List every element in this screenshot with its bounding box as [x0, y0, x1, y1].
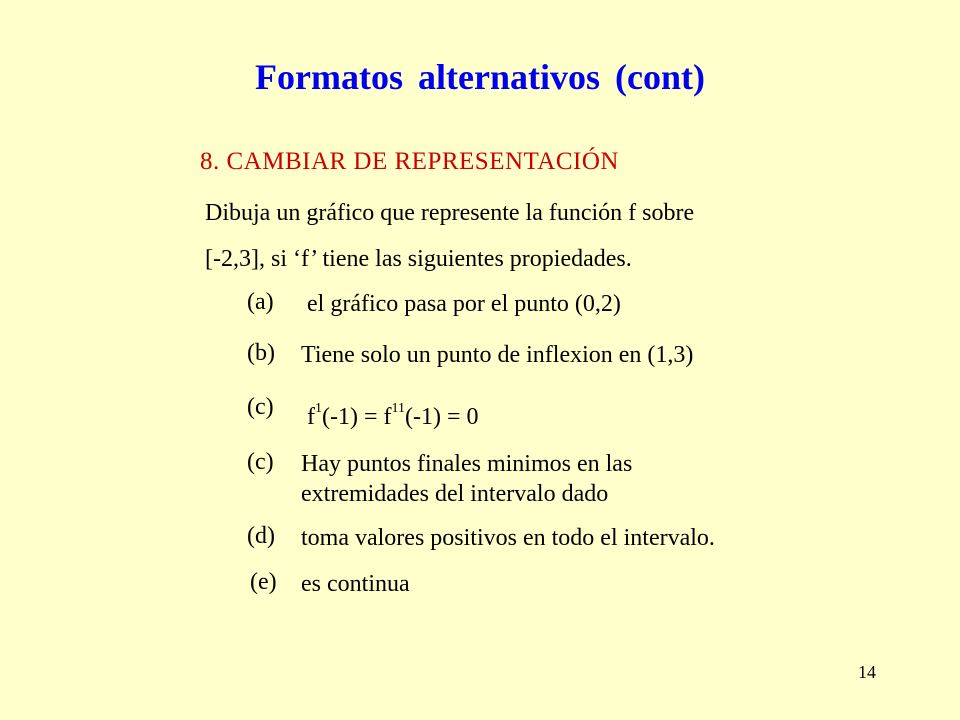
item-text-line: Hay puntos finales minimos en las — [301, 451, 633, 477]
property-item-c-derivatives — [247, 394, 479, 432]
item-text — [301, 449, 632, 509]
section-heading: 8. CAMBIAR DE REPRESENTACIÓN — [200, 148, 619, 175]
property-item-a — [247, 289, 621, 319]
equation-part: f — [307, 404, 315, 430]
property-item-e — [250, 569, 410, 599]
item-text: el gráfico pasa por el punto (0,2) — [307, 291, 621, 317]
equation-part: (-1) = f — [322, 404, 392, 430]
superscript: 11 — [391, 401, 405, 416]
item-text: es continua — [301, 571, 410, 597]
item-text-line: extremidades del intervalo dado — [301, 481, 609, 507]
page-number: 14 — [858, 662, 876, 682]
item-label: (e) — [250, 569, 277, 595]
intro-line-1: Dibuja un gráfico que represente la función f sobre — [205, 200, 695, 226]
property-item-d — [247, 523, 715, 553]
slide-title: Formatos alternativos (cont) — [255, 57, 705, 97]
item-label: (d) — [247, 523, 275, 549]
superscript: 1 — [315, 401, 322, 416]
equation-part: (-1) = 0 — [405, 404, 479, 430]
item-label: (a) — [247, 289, 274, 315]
item-text: toma valores positivos en todo el intervalo. — [301, 525, 715, 551]
item-label: (c) — [247, 449, 274, 475]
derivative-equation — [307, 394, 479, 432]
item-text: Tiene solo un punto de inflexion en (1,3) — [301, 342, 694, 368]
item-label: (b) — [247, 340, 275, 366]
property-item-b — [247, 340, 693, 370]
intro-line-2: [-2,3], si ‘f’ tiene las siguientes propiedades. — [205, 246, 632, 272]
item-label: (c) — [247, 394, 274, 420]
property-item-c-endpoints — [247, 449, 632, 509]
